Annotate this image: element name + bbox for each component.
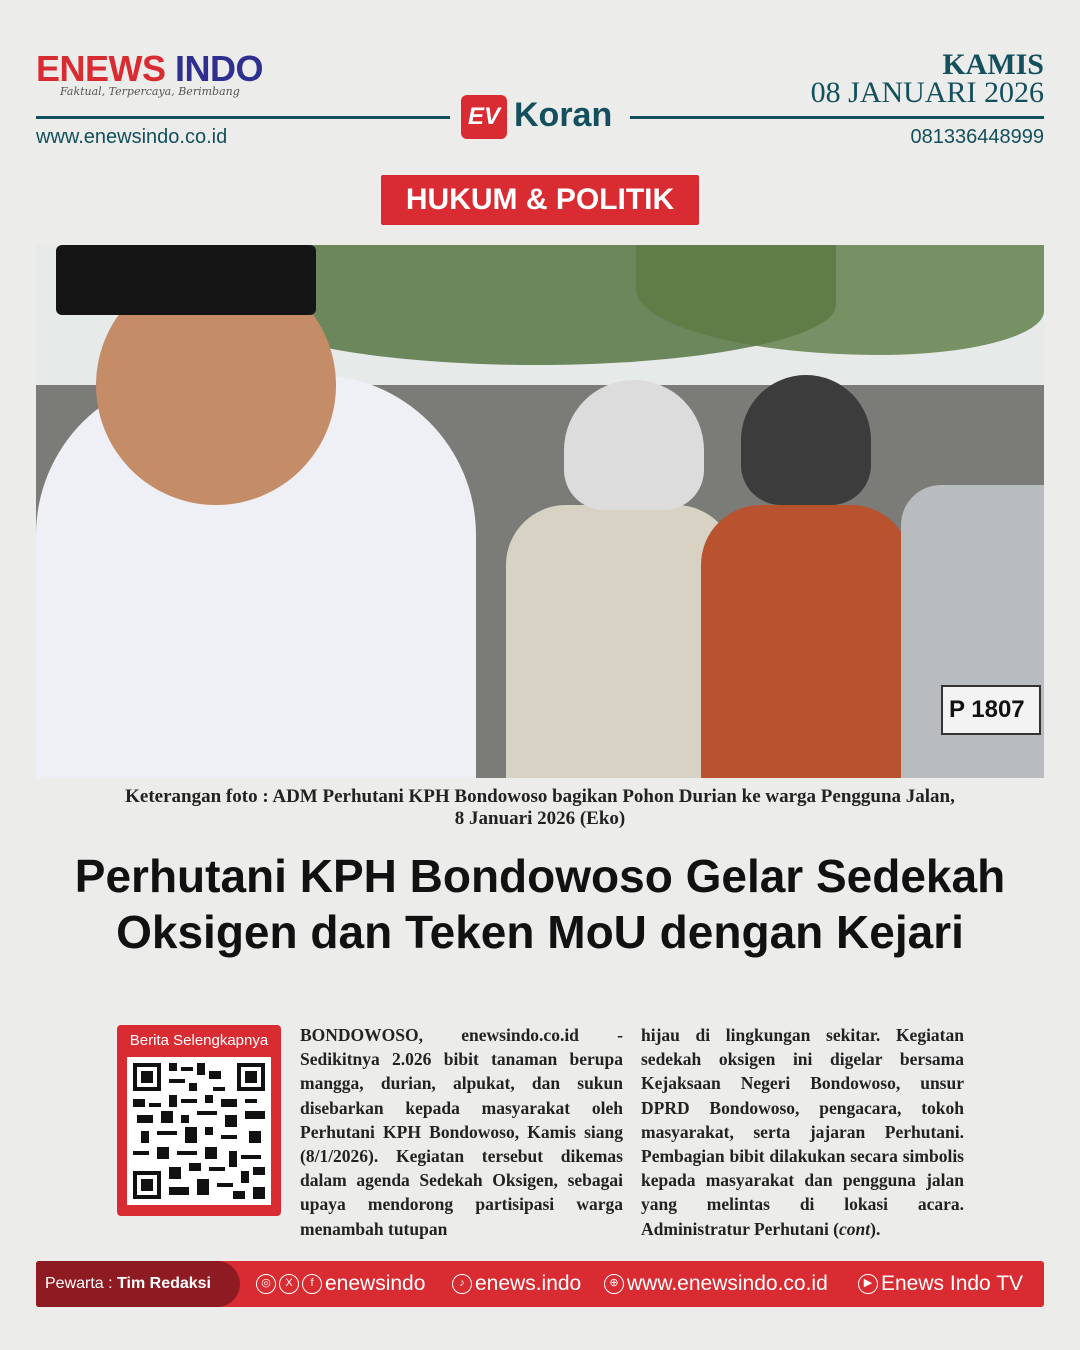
- brand-red: ENEWS: [36, 48, 166, 89]
- date: 08 JANUARI 2026: [810, 76, 1044, 109]
- facebook-icon[interactable]: f: [302, 1274, 322, 1294]
- cont-text: cont: [839, 1218, 871, 1239]
- day: KAMIS: [942, 48, 1044, 81]
- tiktok-handle[interactable]: enews.indo: [475, 1272, 582, 1295]
- body-text: hijau di lingkungan sekitar. Kegiatan sedekah oksigen ini digelar bersama Kejaksaan Negeri Bondowoso, unsur DPRD Bondowoso, pengacara, tokoh masyarakat, serta jajaran Perhutani. Pembagian bibit dilakukan secara simbolis kepada masyarakat dan pengguna jalan yang melintas di lokasi acara. Administratur Perhutani (: [641, 1025, 964, 1239]
- body-column-1: BONDOWOSO, enewsindo.co.id - Sedikitnya 2.026 bibit tanaman berupa mangga, durian, alpukat, dan sukun disebarkan kepada masyarakat oleh Perhutani KPH Bondowoso, Kamis siang (8/1/2026). Kegiatan tersebut dikemas dalam agenda Sedekah Oksigen, sebagai upaya mendorong partisipasi warga menambah tutupan: [300, 1025, 623, 1239]
- qr-code-icon: [133, 1063, 265, 1199]
- instagram-icon[interactable]: ◎: [256, 1274, 276, 1294]
- headline: Perhutani KPH Bondowoso Gelar Sedekah Oksigen dan Teken MoU dengan Kejari: [74, 850, 1006, 958]
- tiktok-link[interactable]: [452, 1261, 581, 1307]
- caption-line: 8 Januari 2026 (Eko): [454, 808, 626, 829]
- category-badge: HUKUM & POLITIK: [381, 175, 699, 225]
- qr-box[interactable]: [117, 1025, 281, 1216]
- qr-label: Berita Selengkapnya: [129, 1032, 269, 1049]
- social-links[interactable]: [256, 1261, 425, 1307]
- web-url[interactable]: www.enewsindo.co.id: [627, 1272, 828, 1295]
- youtube-icon: ▶: [858, 1274, 878, 1294]
- x-icon[interactable]: X: [279, 1274, 299, 1294]
- social-handle[interactable]: enewsindo: [325, 1272, 426, 1295]
- website[interactable]: www.enewsindo.co.id: [36, 126, 228, 148]
- license-plate: P 1807: [941, 685, 1041, 735]
- tagline: Faktual, Terpercaya, Berimbang: [60, 85, 240, 98]
- brand-logo: [36, 48, 263, 90]
- photo-caption: [36, 786, 1044, 830]
- brand-blue: INDO: [175, 48, 264, 89]
- qr-code[interactable]: [127, 1057, 271, 1205]
- caption-line: Keterangan foto : ADM Perhutani KPH Bondowoso bagikan Pohon Durian ke warga Pengguna Jalan,: [125, 786, 955, 807]
- web-link[interactable]: [604, 1261, 828, 1307]
- youtube-channel[interactable]: Enews Indo TV: [881, 1272, 1024, 1295]
- body-text: ).: [870, 1218, 881, 1239]
- pewarta: [36, 1261, 240, 1307]
- edition-label: Koran: [514, 96, 613, 134]
- globe-icon: ⊕: [604, 1274, 624, 1294]
- youtube-link[interactable]: [858, 1261, 1023, 1307]
- ev-logo-icon: EV: [461, 95, 507, 139]
- body-column-2: [641, 1023, 964, 1241]
- footer-bar: [36, 1261, 1044, 1307]
- tiktok-icon: ♪: [452, 1274, 472, 1294]
- phone: 081336448999: [910, 126, 1044, 148]
- news-photo: [36, 245, 1044, 778]
- divider: [36, 116, 450, 119]
- pewarta-name: Tim Redaksi: [117, 1275, 211, 1292]
- pewarta-label: Pewarta :: [45, 1275, 118, 1292]
- divider: [630, 116, 1044, 119]
